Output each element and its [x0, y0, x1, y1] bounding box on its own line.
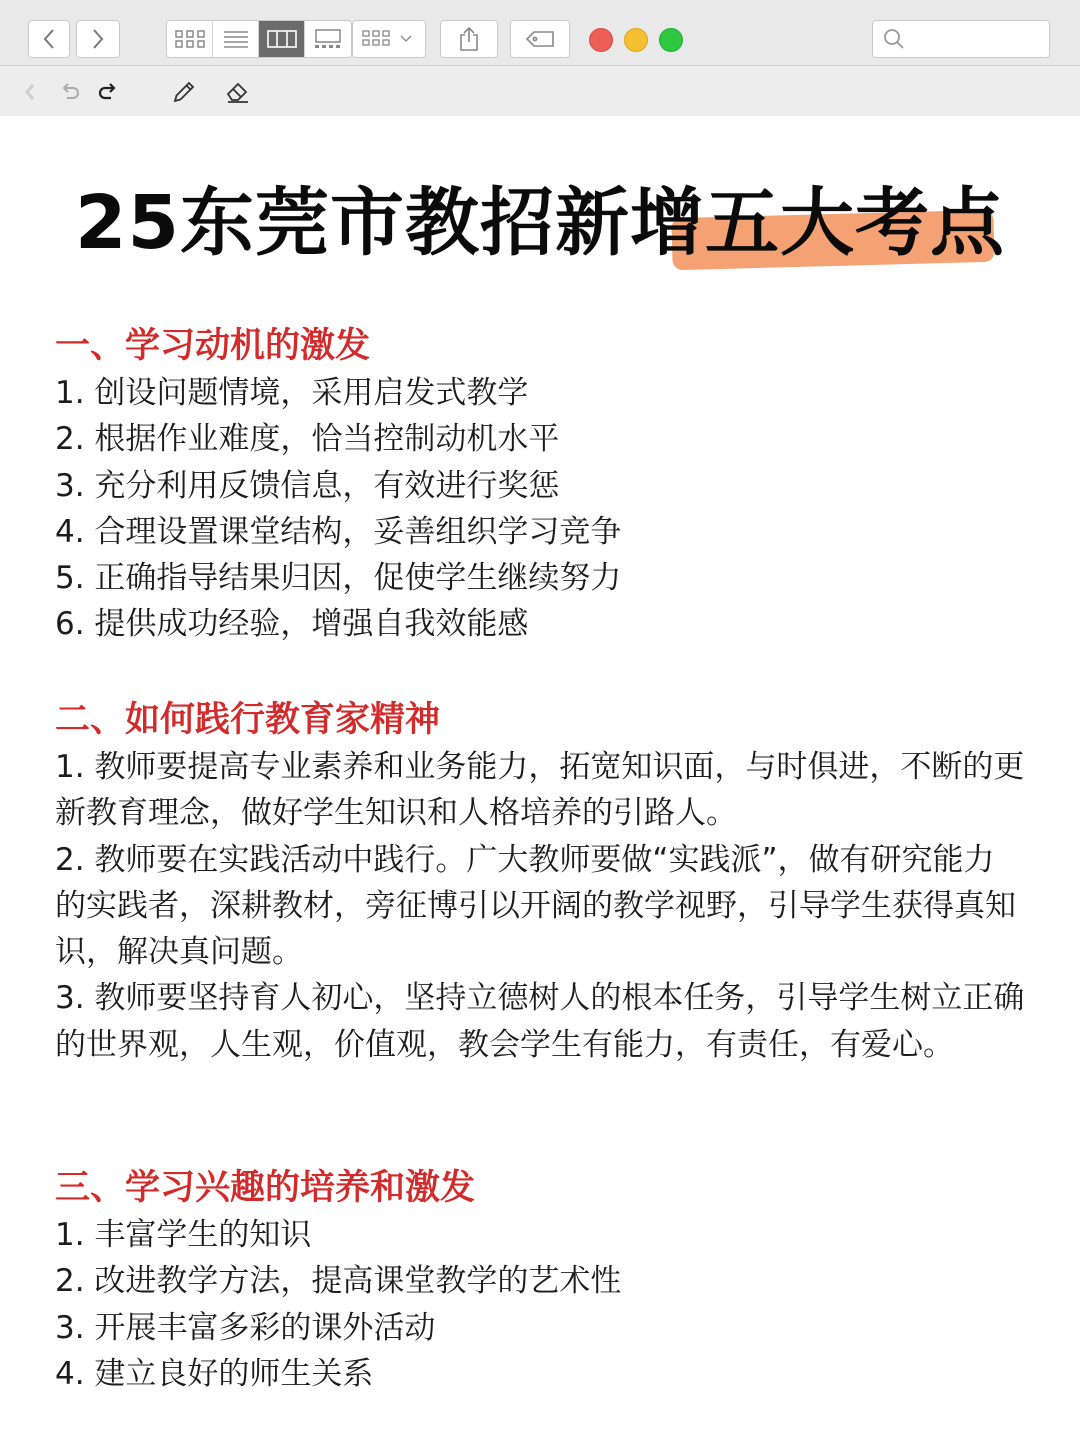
- list-item: 1. 创设问题情境，采用启发式教学: [55, 375, 529, 411]
- list-item: 2. 教师要在实践活动中践行。广大教师要做“实践派”，做有研究能力的实践者，深耕教材，旁征博引以开阔的教学视野，引导学生获得真知识，解决真问题。: [55, 841, 1016, 971]
- page-title: 25东莞市教招新增五大考点: [75, 180, 1005, 266]
- undo-icon: [59, 83, 81, 101]
- share-icon: [458, 26, 480, 52]
- back-button[interactable]: [28, 20, 70, 58]
- list-item: 4. 合理设置课堂结构，妥善组织学习竞争: [55, 513, 622, 550]
- redo-icon: [97, 83, 119, 101]
- eraser-icon: [225, 80, 251, 104]
- list-item: 3. 开展丰富多彩的课外活动: [55, 1309, 436, 1346]
- pencil-icon: [172, 80, 196, 104]
- search-icon: [883, 28, 905, 50]
- view-mode-switcher[interactable]: [166, 20, 352, 58]
- list-item: 3. 教师要坚持育人初心，坚持立德树人的根本任务，引导学生树立正确的世界观，人生观，价值观，教会学生有能力，有责任，有爱心。: [55, 980, 1025, 1063]
- maximize-window-button[interactable]: [659, 28, 683, 52]
- undo-button[interactable]: [56, 78, 84, 106]
- list-item: 6. 提供成功经验，增强自我效能感: [55, 606, 529, 643]
- list-item: 5. 正确指导结果归因，促使学生继续努力: [55, 560, 622, 597]
- back-icon: [23, 83, 37, 101]
- section-heading: 三、学习兴趣的培养和激发: [55, 1168, 476, 1208]
- edit-toolbar: [0, 66, 1080, 116]
- gallery-view-icon: [313, 29, 343, 49]
- nav-back-button[interactable]: [16, 78, 44, 106]
- list-view-button[interactable]: [213, 21, 259, 57]
- section-learning-interest: [55, 1164, 1025, 1397]
- tag-icon: [525, 30, 555, 48]
- minimize-window-button[interactable]: [624, 28, 648, 52]
- section-educator-spirit: [55, 696, 1025, 1068]
- list-item: 3. 充分利用反馈信息，有效进行奖惩: [55, 467, 560, 504]
- column-view-icon: [267, 30, 297, 48]
- list-item: 1. 丰富学生的知识: [55, 1217, 312, 1253]
- title-area: [0, 170, 1080, 280]
- share-button[interactable]: [440, 20, 498, 58]
- list-item: 4. 建立良好的师生关系: [55, 1355, 374, 1392]
- forward-button[interactable]: [76, 20, 120, 58]
- pencil-tool-button[interactable]: [170, 78, 198, 106]
- search-input[interactable]: [872, 20, 1050, 58]
- group-icon: [361, 29, 417, 49]
- tag-button[interactable]: [510, 20, 570, 58]
- grid-view-icon: [175, 29, 205, 49]
- list-item: 1. 教师要提高专业素养和业务能力，拓宽知识面，与时俱进，不断的更新教育理念，做好学生知识和人格培养的引路人。: [55, 749, 1025, 832]
- grid-view-button[interactable]: [167, 21, 213, 57]
- close-window-button[interactable]: [589, 28, 613, 52]
- column-view-button[interactable]: [259, 21, 305, 57]
- section-heading: 一、学习动机的激发: [55, 326, 371, 366]
- chevron-right-icon: [91, 28, 105, 50]
- list-item: 2. 改进教学方法，提高课堂教学的艺术性: [55, 1263, 622, 1300]
- eraser-tool-button[interactable]: [224, 78, 252, 106]
- group-by-dropdown[interactable]: [352, 20, 426, 58]
- redo-button[interactable]: [94, 78, 122, 106]
- section-heading: 二、如何践行教育家精神: [55, 700, 441, 740]
- window-toolbar: [0, 0, 1080, 66]
- gallery-view-button[interactable]: [305, 21, 351, 57]
- section-motivation: [55, 322, 1025, 648]
- list-view-icon: [223, 30, 249, 48]
- list-item: 2. 根据作业难度，恰当控制动机水平: [55, 421, 560, 458]
- chevron-left-icon: [42, 28, 56, 50]
